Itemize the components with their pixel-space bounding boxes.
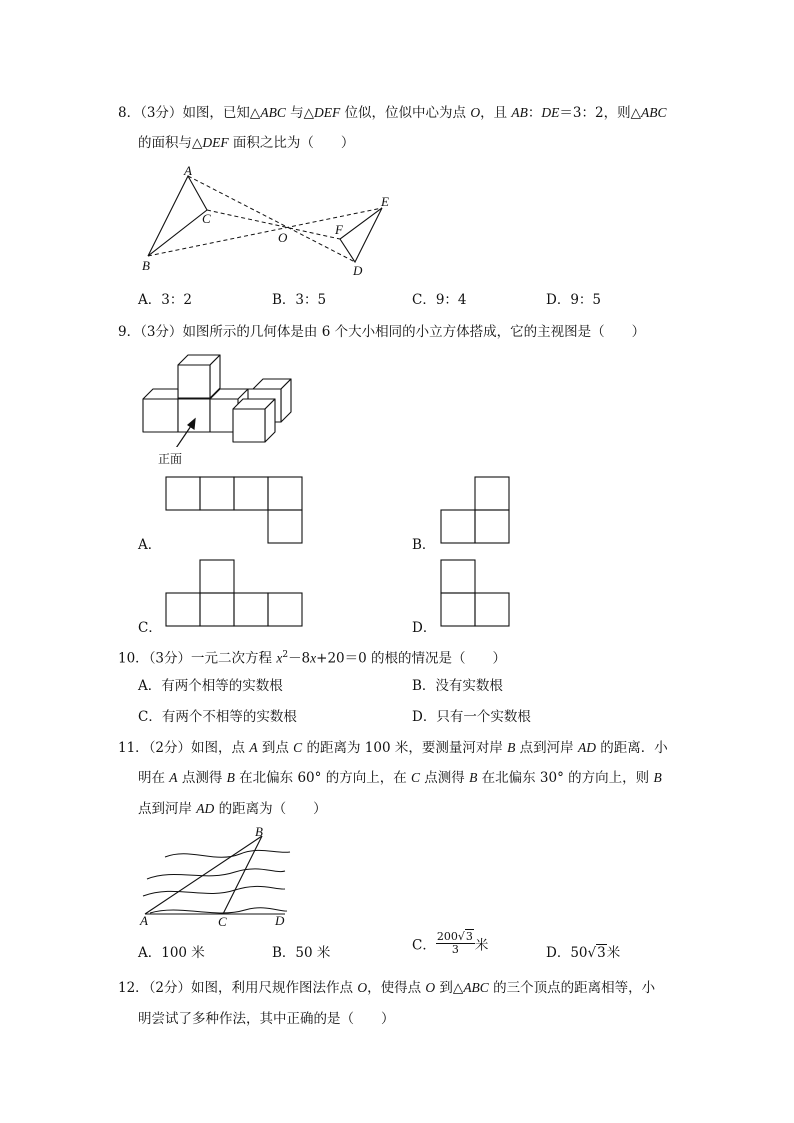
- label-a: A: [184, 163, 192, 178]
- label-o: O: [278, 230, 288, 245]
- q8-option-a[interactable]: [138, 291, 192, 309]
- option-label: C．: [412, 937, 436, 954]
- q8-text: ：: [527, 105, 542, 121]
- q11-option-b[interactable]: [272, 944, 330, 962]
- q9-option-b[interactable]: B．: [412, 537, 436, 553]
- q8-text: 如图，已知△: [182, 105, 261, 121]
- q8-var: DEF: [314, 105, 341, 120]
- option-value: 50 米: [295, 945, 331, 961]
- q11-river-figure: [135, 824, 295, 930]
- q12-score: （2分）: [148, 980, 192, 996]
- option-label: D．: [546, 292, 571, 308]
- front-view-label: 正面: [158, 452, 183, 466]
- q11-var: A: [169, 770, 178, 785]
- q8-line1: [118, 104, 666, 122]
- q8-option-b[interactable]: [272, 291, 326, 309]
- option-value: 有两个相等的实数根: [161, 678, 283, 694]
- q12-var: O: [425, 980, 436, 995]
- q8-var: DEF: [202, 135, 229, 150]
- label-d: D: [353, 263, 363, 278]
- fraction: [436, 931, 475, 956]
- q11-var: A: [249, 740, 258, 755]
- option-value: 3：5: [295, 292, 327, 308]
- q11-text: 点测得: [420, 770, 470, 786]
- q11-var: C: [410, 770, 420, 785]
- q11-text: 的距离为（ ）: [214, 801, 327, 817]
- q9-option-c[interactable]: C．: [138, 620, 162, 636]
- q8-var: DE: [541, 105, 560, 120]
- q9-line1: [118, 323, 645, 341]
- q9-option-a[interactable]: A．: [138, 537, 162, 553]
- q11-text: 明在: [138, 770, 170, 786]
- q9-option-a-figure: [165, 476, 305, 546]
- q11-number: 11．: [118, 740, 149, 756]
- q8-var: ABC: [640, 105, 667, 120]
- q10-var: x: [276, 650, 283, 666]
- option-label: A．: [138, 945, 162, 961]
- q8-text: 面积之比为（ ）: [228, 135, 355, 151]
- q8-score: （3分）: [140, 105, 183, 121]
- option-value: 9：4: [435, 292, 467, 308]
- option-value: 3：2: [161, 292, 192, 308]
- option-value: 只有一个实数根: [436, 709, 531, 725]
- label-d: D: [275, 913, 285, 928]
- q10-text: +20＝0 的根的情况是（ ）: [316, 650, 507, 667]
- q8-text: ＝3：2，则△: [559, 105, 641, 121]
- q11-var: AD: [577, 740, 596, 755]
- q11-var: C: [293, 740, 303, 755]
- q12-text: ，使得点: [367, 980, 426, 996]
- q8-var: AB: [511, 105, 528, 120]
- q11-line2: [138, 769, 662, 787]
- q11-option-a[interactable]: [138, 944, 205, 962]
- option-label: B．: [412, 678, 436, 694]
- q11-text: 在北偏东 30° 的方向上，则: [477, 770, 654, 786]
- q11-var: B: [507, 740, 516, 755]
- q11-score: （2分）: [148, 740, 192, 756]
- q10-exponent: 2: [282, 650, 289, 660]
- q9-option-b-figure: [440, 476, 512, 546]
- option-label: A．: [138, 292, 162, 308]
- q12-text: 如图，利用尺规作图法作点: [191, 980, 358, 996]
- q12-var: ABC: [463, 980, 489, 995]
- q12-line1: [118, 979, 655, 997]
- option-label: C．: [138, 709, 162, 725]
- line-cb: [223, 836, 262, 914]
- q9-number: 9．: [118, 324, 141, 340]
- q10-option-c[interactable]: [138, 708, 297, 726]
- fraction-numerator: 200: [436, 930, 458, 943]
- river-waves: [143, 850, 290, 913]
- q9-cube-solid-figure: [138, 352, 298, 447]
- q10-text: －8: [288, 650, 311, 667]
- option-label: B．: [272, 292, 296, 308]
- sqrt-symbol: √: [587, 945, 597, 961]
- option-label: C．: [412, 292, 436, 308]
- option-label: A．: [138, 678, 162, 694]
- q8-var: ABC: [260, 105, 286, 120]
- option-value: 没有实数根: [435, 678, 503, 694]
- q11-var: B: [653, 770, 662, 785]
- q10-number: 10．: [118, 650, 149, 667]
- q11-line3: [138, 800, 327, 818]
- q12-var: O: [357, 980, 368, 995]
- q11-text: 如图，点: [191, 740, 250, 756]
- q8-text: 与△: [285, 105, 315, 121]
- q9-option-c-figure: [165, 559, 305, 629]
- option-value: 有两个不相等的实数根: [161, 709, 297, 725]
- q8-option-c[interactable]: [412, 291, 467, 309]
- q8-number: 8．: [118, 105, 141, 121]
- radicand: 3: [465, 930, 473, 943]
- option-label: D．: [546, 945, 571, 961]
- radicand: 3: [597, 945, 606, 961]
- q11-text: 点到河岸: [515, 740, 578, 756]
- q10-option-b[interactable]: [412, 677, 503, 695]
- q10-score: （3分）: [148, 650, 192, 667]
- sqrt-symbol: √: [457, 930, 465, 943]
- option-label: B．: [272, 945, 296, 961]
- fraction-denominator: 3: [451, 943, 459, 956]
- q11-text: 的距离．小: [595, 740, 668, 756]
- q10-line1: [118, 646, 506, 668]
- q10-text: 一元二次方程: [191, 650, 277, 667]
- q10-var: x: [310, 650, 317, 666]
- q11-text: 在北偏东 60° 的方向上，在: [234, 770, 411, 786]
- option-label: D．: [412, 709, 437, 725]
- label-b: B: [255, 824, 263, 839]
- option-coefficient: 50: [570, 945, 588, 961]
- q11-text: 到点: [257, 740, 294, 756]
- option-value: 100 米: [161, 945, 205, 961]
- q12-text: 到△: [435, 980, 464, 996]
- q8-line2: [138, 134, 354, 152]
- q8-homothety-figure: [135, 162, 405, 278]
- q11-text: 点到河岸: [138, 801, 197, 817]
- q8-var: O: [470, 105, 481, 120]
- q10-option-d[interactable]: [412, 708, 531, 726]
- q11-var: B: [469, 770, 478, 785]
- q9-score: （3分）: [140, 324, 183, 340]
- q11-option-c[interactable]: [412, 931, 488, 956]
- q12-text: 的三个顶点的距离相等，小: [488, 980, 656, 996]
- q12-line2: 明尝试了多种作法，其中正确的是（ ）: [138, 1011, 395, 1027]
- triangle-def: [340, 208, 382, 262]
- label-a: A: [140, 913, 148, 928]
- label-b: B: [142, 258, 150, 273]
- q9-option-d[interactable]: D．: [412, 620, 437, 636]
- option-unit: 米: [474, 937, 489, 954]
- q8-option-d[interactable]: [546, 291, 601, 309]
- q11-text: 点测得: [177, 770, 227, 786]
- q9-text: 如图所示的几何体是由 6 个大小相同的小立方体搭成，它的主视图是（ ）: [182, 324, 646, 340]
- label-f: F: [335, 222, 343, 237]
- q11-text: 的距离为 100 米，要测量河对岸: [302, 740, 508, 756]
- q8-text: ，且: [480, 105, 512, 121]
- q8-text: 的面积与△: [138, 135, 203, 151]
- option-value: 9：5: [570, 292, 602, 308]
- q11-option-d[interactable]: [546, 944, 620, 962]
- q11-var: AD: [196, 801, 215, 816]
- q11-var: B: [226, 770, 235, 785]
- q8-text: 位似，位似中心为点: [340, 105, 471, 121]
- label-c: C: [202, 211, 211, 226]
- q10-option-a[interactable]: [138, 677, 283, 695]
- q12-number: 12．: [118, 980, 149, 996]
- label-c: C: [218, 914, 227, 929]
- q11-line1: [118, 739, 668, 757]
- triangle-abc: [148, 176, 207, 256]
- label-e: E: [381, 194, 389, 209]
- q9-option-d-figure: [440, 559, 512, 629]
- option-unit: 米: [606, 945, 621, 961]
